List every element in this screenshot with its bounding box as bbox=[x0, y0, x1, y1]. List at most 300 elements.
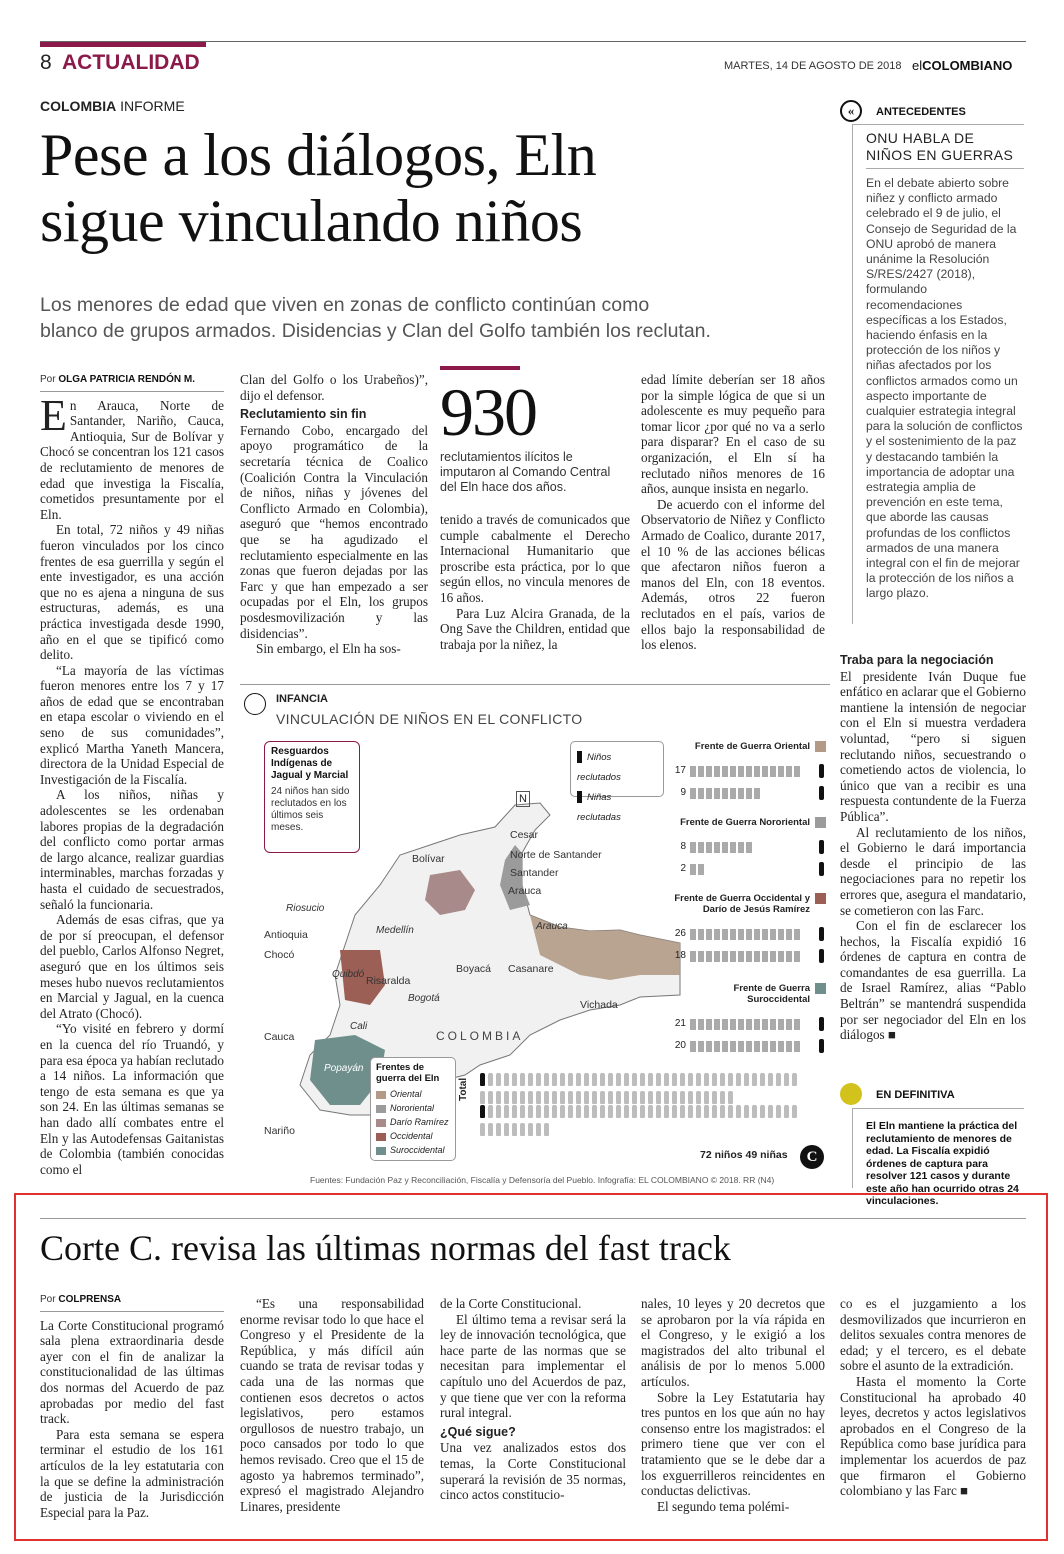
drop-cap: E bbox=[40, 390, 67, 440]
boy-figure bbox=[592, 1073, 597, 1086]
bar-segment bbox=[706, 1041, 712, 1052]
bar-segment bbox=[738, 1041, 744, 1052]
article-subtitle bbox=[40, 292, 840, 344]
map-label: Cauca bbox=[264, 1031, 295, 1043]
article2-byline bbox=[40, 1292, 224, 1312]
bar-segment bbox=[770, 951, 776, 962]
stat-text: reclutamientos ilícitos le imputaron al Comando Central del Eln hace dos años. bbox=[440, 450, 611, 494]
girl-figure bbox=[752, 1105, 757, 1118]
girl-figure bbox=[480, 1123, 485, 1136]
paragraph: El último tema a revisar será la ley de innovación tecnológica, que hace parte de las normas que se necesitan para implementar el capítulo uno del Acuerdos de paz, y que tiene que ver con la reforma rural integral. bbox=[440, 1311, 626, 1421]
boy-icon bbox=[819, 927, 824, 941]
boy-figure bbox=[648, 1073, 653, 1086]
article-column-3 bbox=[440, 512, 630, 652]
bar-segment bbox=[690, 766, 696, 777]
article-column-2 bbox=[240, 372, 428, 657]
girl-figure bbox=[512, 1123, 517, 1136]
title-line-2: sigue vinculando niños bbox=[40, 188, 583, 254]
girl-figure bbox=[552, 1105, 557, 1118]
front-boys-bar bbox=[690, 765, 804, 777]
infographic-title: VINCULACIÓN DE NIÑOS EN EL CONFLICTO bbox=[276, 711, 583, 727]
front-boys-bar bbox=[690, 841, 804, 853]
bar-segment bbox=[722, 929, 728, 940]
boy-figure bbox=[568, 1091, 573, 1104]
boy-figure bbox=[536, 1091, 541, 1104]
girl-figure bbox=[688, 1105, 693, 1118]
paragraph-text: n Arauca, Norte de Santander, Nariño, Cauca, Antioquia, Sur de Bolívar y Chocó se concentran los 121 casos de reclutamiento de menores de edad que investiga la Fiscalía, cometidos presuntamente por el Eln. bbox=[40, 397, 224, 522]
bar-segment bbox=[690, 951, 696, 962]
boy-figure bbox=[736, 1073, 741, 1086]
boy-figure bbox=[616, 1073, 621, 1086]
bar-segment bbox=[714, 1041, 720, 1052]
paragraph: “La mayoría de las víctimas fueron menores entre los 7 y 17 años de edad que se encontraban en etapa escolar o viviendo en el seno de sus comunidades”, explicó Martha Yaneth Mancera, directora de la Unidad Especial de Investigación de la Fiscalía. bbox=[40, 662, 224, 787]
legend-item bbox=[376, 1101, 450, 1115]
front-swatch bbox=[815, 741, 826, 752]
boy-icon bbox=[819, 1017, 824, 1031]
bar-segment bbox=[730, 842, 736, 853]
boy-figure bbox=[680, 1091, 685, 1104]
map-label: Arauca bbox=[536, 921, 568, 932]
bar-segment bbox=[794, 1041, 800, 1052]
legend-swatch bbox=[376, 1105, 386, 1113]
bar-segment bbox=[706, 1019, 712, 1030]
map-label: Cesar bbox=[510, 829, 539, 841]
boy-figure bbox=[784, 1073, 789, 1086]
girl-icon bbox=[819, 786, 824, 800]
boy-figure bbox=[664, 1073, 669, 1086]
boy-figure bbox=[704, 1091, 709, 1104]
boy-figure bbox=[576, 1091, 581, 1104]
girl-figure bbox=[632, 1105, 637, 1118]
paragraph bbox=[40, 390, 224, 523]
subtitle-line-2: blanco de grupos armados. Disidencias y Clan del Golfo también los reclutan. bbox=[40, 320, 711, 342]
bar-segment bbox=[770, 1041, 776, 1052]
map-label: Boyacá bbox=[456, 963, 492, 975]
fronts-legend bbox=[370, 1057, 456, 1161]
front-block bbox=[670, 741, 826, 802]
paragraph: Con el fin de esclarecer los hechos, la Fiscalía expidió 16 órdenes de captura en contra de comandantes de esa guerrilla. La de Israel Ramírez, alias “Pablo Beltrán” se mantendrá suspendida por ser negociador del Eln en los diálogos ■ bbox=[840, 918, 1026, 1043]
bar-segment bbox=[786, 766, 792, 777]
page-date: MARTES, 14 DE AGOSTO DE 2018 bbox=[724, 60, 902, 72]
bar-segment bbox=[778, 929, 784, 940]
paragraph: co es el juzgamiento a los desmovilizados que incurrieron en delitos sexuales contra menores de edad; y el tercero, es el debate sobre el asunto de la extradición. bbox=[840, 1296, 1026, 1374]
paragraph: “Es una responsabilidad enorme revisar todo lo que hace el Congreso y el Presidente de la República, y más difícil aún cuando se trata de revisar todas y cada una de las normas que contienen esos decretos o actos legislativos, pero estamos orgullosos de nuestro trabajo, un poco cansados por todo lo que hemos revisado. Creo que el 15 de agosto ya habremos terminado”, expresó el magistrado Alejandro Linares, presidente bbox=[240, 1296, 424, 1514]
sidebar-subheading: Traba para la negociación bbox=[840, 653, 994, 667]
bar-segment bbox=[746, 951, 752, 962]
boy-figure bbox=[616, 1091, 621, 1104]
girl-figure bbox=[792, 1105, 797, 1118]
bar-segment bbox=[746, 766, 752, 777]
girl-icon bbox=[577, 791, 582, 803]
front-girls-row bbox=[670, 949, 826, 965]
girl-figure bbox=[640, 1105, 645, 1118]
boy-figure bbox=[704, 1073, 709, 1086]
front-girls-count: 20 bbox=[674, 1040, 686, 1051]
key-girls bbox=[577, 788, 657, 828]
legend-label: Occidental bbox=[390, 1131, 433, 1141]
bar-segment bbox=[690, 1041, 696, 1052]
totals-caption bbox=[700, 1149, 788, 1161]
boy-figure bbox=[632, 1073, 637, 1086]
paragraph: En total, 72 niños y 49 niñas fueron vinculados por los cinco frentes de esa guerrilla y según el ente investigador, es una acción que no es ajena a ninguna de sus estructuras, además, es una práctica investigada desde 1990, año en el que se tipificó como delito. bbox=[40, 522, 224, 663]
paragraph: edad límite deberían ser 18 años por la simple lógica de que si un adolescente es muy pequeño para tomar licor ¿por qué no va a serlo para disparar? En el caso de su organización, el Eln sí ha reclutado niños menores de 16 años, aunque insista en negarlo. bbox=[641, 372, 825, 497]
title-line-1: Pese a los diálogos, Eln bbox=[40, 122, 597, 188]
girl-figure bbox=[488, 1105, 493, 1118]
boy-figure bbox=[712, 1091, 717, 1104]
bar-segment bbox=[754, 951, 760, 962]
subtitle-line-1: Los menores de edad que viven en zonas de conflicto continúan como bbox=[40, 294, 650, 316]
definitiva-label: EN DEFINITIVA bbox=[876, 1089, 955, 1101]
girl-figure bbox=[504, 1123, 509, 1136]
boy-figure bbox=[592, 1091, 597, 1104]
boy-figure bbox=[600, 1073, 605, 1086]
boy-figure bbox=[744, 1073, 749, 1086]
sidebar-title-line-2: NIÑOS EN GUERRAS bbox=[866, 147, 1014, 163]
bar-segment bbox=[794, 929, 800, 940]
front-boys-count: 26 bbox=[674, 928, 686, 939]
bar-segment bbox=[786, 951, 792, 962]
girl-figure bbox=[616, 1105, 621, 1118]
bar-segment bbox=[754, 788, 760, 799]
paragraph: Sin embargo, el Eln ha sos- bbox=[256, 641, 401, 657]
girl-figure bbox=[576, 1105, 581, 1118]
bar-segment bbox=[698, 788, 704, 799]
byline-prefix: Por bbox=[40, 1294, 56, 1305]
front-boys-bar bbox=[690, 1018, 804, 1030]
paragraph: Sobre la Ley Estatutaria hay tres puntos en los que aún no hay consenso entre los magistrados: el primero tiene que ver con el tratamiento que se le debe dar a los exguerrilleros reincidentes en conductas delictivas. bbox=[641, 1389, 825, 1499]
bar-segment bbox=[722, 788, 728, 799]
bar-segment bbox=[722, 951, 728, 962]
article2-column-2 bbox=[240, 1296, 424, 1514]
front-girls-bar bbox=[690, 787, 804, 799]
article-kicker bbox=[40, 98, 185, 114]
total-boys: 72 niños bbox=[700, 1149, 743, 1161]
article2-column-1 bbox=[40, 1292, 224, 1520]
boy-figure bbox=[624, 1073, 629, 1086]
paragraph: nales, 10 leyes y 20 decretos que se aprobaron por la vía rápida en el Congreso, y le exigió a los magistrados del alto tribunal el análisis de por lo menos 5.000 artículos. bbox=[641, 1296, 825, 1389]
boy-figure bbox=[672, 1091, 677, 1104]
boy-figure bbox=[720, 1073, 725, 1086]
front-girls-bar bbox=[690, 950, 804, 962]
bar-segment bbox=[730, 929, 736, 940]
front-name: Frente de Guerra Occidental y Darío de Jesús Ramírez bbox=[670, 893, 826, 915]
article2-column-3 bbox=[440, 1296, 626, 1503]
definitiva-rule bbox=[852, 1108, 1024, 1109]
girl-figure bbox=[728, 1105, 733, 1118]
map-label: Casanare bbox=[508, 963, 554, 975]
boy-figure bbox=[720, 1091, 725, 1104]
sidebar-rewind-icon: « bbox=[840, 100, 862, 122]
boy-figure bbox=[520, 1091, 525, 1104]
map-label: Vichada bbox=[580, 999, 618, 1011]
paragraph: El presidente Iván Duque fue enfático en aclarar que el Gobierno mantiene la intensión de negociar con el Eln si muestra verdadera voluntad, “pero si siguen reclutando niños, secuestrando o cometiendo actos de violencia, lo único que van a recibir es una respuesta contundente de la Fuerza Pública”. bbox=[840, 668, 1026, 824]
boy-figure bbox=[608, 1073, 613, 1086]
front-block bbox=[670, 983, 826, 1055]
bar-segment bbox=[722, 1019, 728, 1030]
definitiva-text: El Eln mantiene la práctica del reclutamiento de menores de edad. La Fiscalía expidió órdenes de captura para resolver 121 casos y durante este año han ocurrido otras 24 vinculaciones. bbox=[866, 1120, 1019, 1207]
paragraph: Clan del Golfo o los Urabeños)”, dijo el defensor. bbox=[240, 372, 428, 403]
bar-segment bbox=[714, 788, 720, 799]
definitiva-vertical-rule bbox=[852, 1108, 853, 1188]
bar-segment bbox=[690, 1019, 696, 1030]
article-title bbox=[40, 122, 596, 254]
legend-swatch bbox=[376, 1119, 386, 1127]
legend-items bbox=[376, 1087, 450, 1157]
boy-figure bbox=[640, 1073, 645, 1086]
boy-figure bbox=[560, 1073, 565, 1086]
paragraph: tenido a través de comunicados que cumple cabalmente el Derecho Internacional Humanitario que proscribe esta práctica, por lo que según ellos, no vincula menores de 16 años. bbox=[440, 512, 630, 605]
paragraph: Para esta semana se espera terminar el estudio de los 161 artículos de la ley estatutaria con la que se define la administración de justicia de la Jurisdicción Especial para la Paz. bbox=[40, 1426, 224, 1520]
girl-figure bbox=[720, 1105, 725, 1118]
boy-icon bbox=[819, 840, 824, 854]
boy-figure bbox=[584, 1091, 589, 1104]
brand-logo bbox=[912, 58, 1012, 73]
bar-segment bbox=[698, 951, 704, 962]
boy-figure bbox=[504, 1091, 509, 1104]
paragraph: de la Corte Constitucional. bbox=[440, 1296, 582, 1311]
bar-segment bbox=[722, 766, 728, 777]
bar-segment bbox=[754, 1019, 760, 1030]
bar-segment bbox=[746, 788, 752, 799]
girl-figure bbox=[592, 1105, 597, 1118]
front-swatch bbox=[815, 893, 826, 904]
boy-figure bbox=[656, 1073, 661, 1086]
girl-figure bbox=[648, 1105, 653, 1118]
girl-figure bbox=[608, 1105, 613, 1118]
front-boys-row bbox=[670, 1017, 826, 1033]
sidebar-top-rule bbox=[852, 124, 1024, 125]
bar-segment bbox=[738, 1019, 744, 1030]
boy-figure bbox=[528, 1073, 533, 1086]
article2-column-5 bbox=[840, 1296, 1026, 1499]
key-boys-label: Niños reclutados bbox=[577, 752, 621, 783]
legend-label: Nororiental bbox=[390, 1103, 435, 1113]
map-label: Cali bbox=[350, 1021, 368, 1032]
article-byline bbox=[40, 372, 224, 392]
bar-segment bbox=[762, 766, 768, 777]
bar-segment bbox=[786, 1041, 792, 1052]
boy-figure bbox=[488, 1091, 493, 1104]
front-name: Frente de Guerra Suroccidental bbox=[670, 983, 826, 1005]
front-swatch bbox=[815, 817, 826, 828]
key-boys bbox=[577, 748, 657, 788]
boy-figure bbox=[792, 1073, 797, 1086]
girl-figure bbox=[544, 1105, 549, 1118]
paragraph: A los niños, niñas y adolescentes se les ordenaban labores propias de la degradación del conflicto como portar armas de largo alcance, realizar guardias interminables, marchas forzadas y hasta el cuidado de secuestrados, señaló la funcionaria. bbox=[40, 787, 224, 912]
front-girls-count: 18 bbox=[674, 950, 686, 961]
bar-segment bbox=[738, 842, 744, 853]
girl-figure bbox=[528, 1105, 533, 1118]
boy-figure bbox=[536, 1073, 541, 1086]
article-column-4 bbox=[641, 372, 825, 653]
front-boys-row bbox=[670, 840, 826, 856]
legend-label: Oriental bbox=[390, 1089, 422, 1099]
header-rule bbox=[40, 41, 1026, 42]
bar-segment bbox=[778, 1019, 784, 1030]
girl-figure bbox=[512, 1105, 517, 1118]
boy-figure bbox=[648, 1091, 653, 1104]
callout-text: 24 niños han sido reclutados en los últimos seis meses. bbox=[271, 786, 350, 833]
paragraph: Una vez analizados estos dos temas, la Corte Constitucional superará la revisión de 35 normas, cinco actos constitucio- bbox=[440, 1440, 626, 1503]
legend-title: Frentes de guerra del Eln bbox=[376, 1062, 440, 1084]
bar-segment bbox=[778, 951, 784, 962]
bar-segment bbox=[706, 929, 712, 940]
boy-figure bbox=[552, 1091, 557, 1104]
front-boys-count: 17 bbox=[674, 765, 686, 776]
kicker-text: INFORME bbox=[120, 98, 185, 114]
map-label: Medellín bbox=[376, 925, 414, 936]
subheading: Reclutamiento sin fin bbox=[240, 407, 367, 422]
bar-segment bbox=[794, 766, 800, 777]
bar-segment bbox=[738, 766, 744, 777]
paragraph: El segundo tema polémi- bbox=[657, 1498, 790, 1514]
front-boys-count: 8 bbox=[680, 841, 686, 852]
girl-figure bbox=[744, 1105, 749, 1118]
bar-segment bbox=[714, 842, 720, 853]
girl-icon bbox=[819, 1039, 824, 1053]
bar-segment bbox=[698, 842, 704, 853]
boy-figure bbox=[600, 1091, 605, 1104]
infographic-source: Fuentes: Fundación Paz y Reconciliación, Fiscalía y Defensoría del Pueblo. Infografía: EL COLOMBIANO © 2018. RR (N4) bbox=[310, 1175, 775, 1185]
front-name: Frente de Guerra Oriental bbox=[670, 741, 826, 752]
bar-segment bbox=[698, 766, 704, 777]
paragraph: Para Luz Alcira Granada, de la Ong Save the Children, entidad que trabaja por la niñez, la bbox=[440, 605, 630, 652]
map-north-marker: N bbox=[516, 791, 530, 807]
front-boys-count: 21 bbox=[674, 1018, 686, 1029]
legend-item bbox=[376, 1115, 450, 1129]
map-country-label: COLOMBIA bbox=[436, 1029, 524, 1043]
bar-segment bbox=[754, 766, 760, 777]
map-label: Bogotá bbox=[408, 993, 440, 1004]
bar-segment bbox=[690, 929, 696, 940]
bar-segment bbox=[706, 842, 712, 853]
girl-icon bbox=[819, 949, 824, 963]
bar-segment bbox=[762, 951, 768, 962]
girl-figure bbox=[776, 1105, 781, 1118]
page-number: 8 bbox=[40, 51, 52, 74]
girl-figure bbox=[768, 1105, 773, 1118]
bar-segment bbox=[738, 929, 744, 940]
front-boys-bar bbox=[690, 928, 804, 940]
boy-figure bbox=[696, 1091, 701, 1104]
girl-figure bbox=[496, 1123, 501, 1136]
infographic-label: INFANCIA bbox=[276, 693, 328, 705]
sidebar-column-2 bbox=[840, 653, 1026, 1043]
bar-segment bbox=[698, 929, 704, 940]
boy-figure bbox=[664, 1091, 669, 1104]
boy-figure bbox=[488, 1073, 493, 1086]
total-label: Total bbox=[458, 1077, 469, 1101]
infographic bbox=[240, 684, 830, 1190]
girl-figure bbox=[624, 1105, 629, 1118]
bar-segment bbox=[794, 951, 800, 962]
sidebar-title-line-1: ONU HABLA DE bbox=[866, 130, 975, 146]
boy-figure bbox=[560, 1091, 565, 1104]
map-label: Popayán bbox=[324, 1063, 364, 1074]
bar-segment bbox=[730, 788, 736, 799]
legend-swatch bbox=[376, 1147, 386, 1155]
byline-author: COLPRENSA bbox=[58, 1294, 122, 1305]
girl-figure bbox=[568, 1105, 573, 1118]
fronts-panel bbox=[670, 741, 826, 1061]
map-label: Bolívar bbox=[412, 853, 445, 865]
key-girls-label: Niñas reclutadas bbox=[577, 792, 621, 823]
front-block bbox=[670, 817, 826, 878]
legend-label: Darío Ramírez bbox=[390, 1117, 449, 1127]
gender-key bbox=[570, 741, 664, 823]
bar-segment bbox=[746, 842, 752, 853]
bar-segment bbox=[778, 766, 784, 777]
boy-figure bbox=[688, 1091, 693, 1104]
girl-figure bbox=[784, 1105, 789, 1118]
section-name: ACTUALIDAD bbox=[62, 51, 200, 74]
paragraph: Fernando Cobo, encargado del apoyo programático de la secretaría técnica de Coalico (Coalición Contra la Vinculación de niños, niñas y jóvenes del Conflicto Armado en Colombia), aseguró que “hemos encontrado que se ha agudizado el reclutamiento especialmente en las zonas que fueron dejadas por las Farc y que han empezado a ser ocupadas por el Eln, los grupos posdesmovilización y las disidencias”. bbox=[240, 422, 428, 641]
bar-segment bbox=[690, 864, 696, 875]
callout-title: Resguardos Indígenas de Jagual y Marcial bbox=[271, 746, 349, 781]
legend-label: Suroccidental bbox=[390, 1145, 445, 1155]
girl-figure bbox=[760, 1105, 765, 1118]
boy-figure bbox=[552, 1073, 557, 1086]
girl-figure bbox=[680, 1105, 685, 1118]
bar-segment bbox=[690, 788, 696, 799]
front-girls-count: 2 bbox=[680, 863, 686, 874]
boy-figure bbox=[776, 1073, 781, 1086]
boy-figure bbox=[760, 1073, 765, 1086]
girl-figure bbox=[480, 1105, 485, 1118]
sidebar-vertical-rule bbox=[852, 124, 853, 624]
girl-figure bbox=[584, 1105, 589, 1118]
map-label: Norte de Santander bbox=[510, 849, 602, 861]
map-label: Quibdó bbox=[332, 969, 365, 980]
bar-segment bbox=[794, 1019, 800, 1030]
girl-figure bbox=[656, 1105, 661, 1118]
boy-figure bbox=[504, 1073, 509, 1086]
legend-swatch bbox=[376, 1133, 386, 1141]
bar-segment bbox=[746, 1041, 752, 1052]
girl-figure bbox=[496, 1105, 501, 1118]
girl-figure bbox=[600, 1105, 605, 1118]
legend-item bbox=[376, 1087, 450, 1101]
girl-figure bbox=[664, 1105, 669, 1118]
boy-figure bbox=[576, 1073, 581, 1086]
boy-figure bbox=[528, 1091, 533, 1104]
boy-figure bbox=[632, 1091, 637, 1104]
girl-figure bbox=[488, 1123, 493, 1136]
boy-figure bbox=[584, 1073, 589, 1086]
front-boys-row bbox=[670, 927, 826, 943]
boy-figure bbox=[680, 1073, 685, 1086]
front-block bbox=[670, 893, 826, 965]
boy-figure bbox=[512, 1091, 517, 1104]
bar-segment bbox=[754, 929, 760, 940]
girl-icon bbox=[819, 862, 824, 876]
boy-figure bbox=[768, 1073, 773, 1086]
bar-segment bbox=[690, 842, 696, 853]
bar-segment bbox=[714, 929, 720, 940]
sidebar-label: ANTECEDENTES bbox=[876, 106, 966, 118]
el-colombiano-logo: C bbox=[800, 1145, 824, 1169]
boy-figure bbox=[520, 1073, 525, 1086]
map-label: Arauca bbox=[508, 885, 542, 897]
bar-segment bbox=[786, 1019, 792, 1030]
girl-figure bbox=[504, 1105, 509, 1118]
kicker-bold: COLOMBIA bbox=[40, 98, 117, 114]
paragraph: Hasta el momento la Corte Constitucional ha aprobado 40 leyes, decretos y actos legislativos aprobados en el Congreso de la República como base jurídica para implementar los acuerdos de paz que firmaron el Gobierno colombiano y las Farc ■ bbox=[840, 1373, 1026, 1499]
sidebar-text: En el debate abierto sobre niñez y conflicto armado celebrado el 9 de julio, el Consejo de Seguridad de la ONU aprobó de manera unánime la Resolución S/RES/2427 (2018), formulando recomendaciones específicas a los Estados, haciendo énfasis en la protección de los niños y niñas afectados por los conflictos armados como un aspecto importante de cualquier estrategia integral para la solución de conflictos y el sostenimiento de la paz y destacando también la importancia de adoptar una estrategia amplia de prevención en este tema, que aborde las causas profundas de los conflictos armados de una manera integral con el fin de mejorar la protección de los niños a largo plazo. bbox=[866, 176, 1023, 601]
girl-figure bbox=[536, 1105, 541, 1118]
bar-segment bbox=[762, 929, 768, 940]
front-girls-row bbox=[670, 1039, 826, 1055]
